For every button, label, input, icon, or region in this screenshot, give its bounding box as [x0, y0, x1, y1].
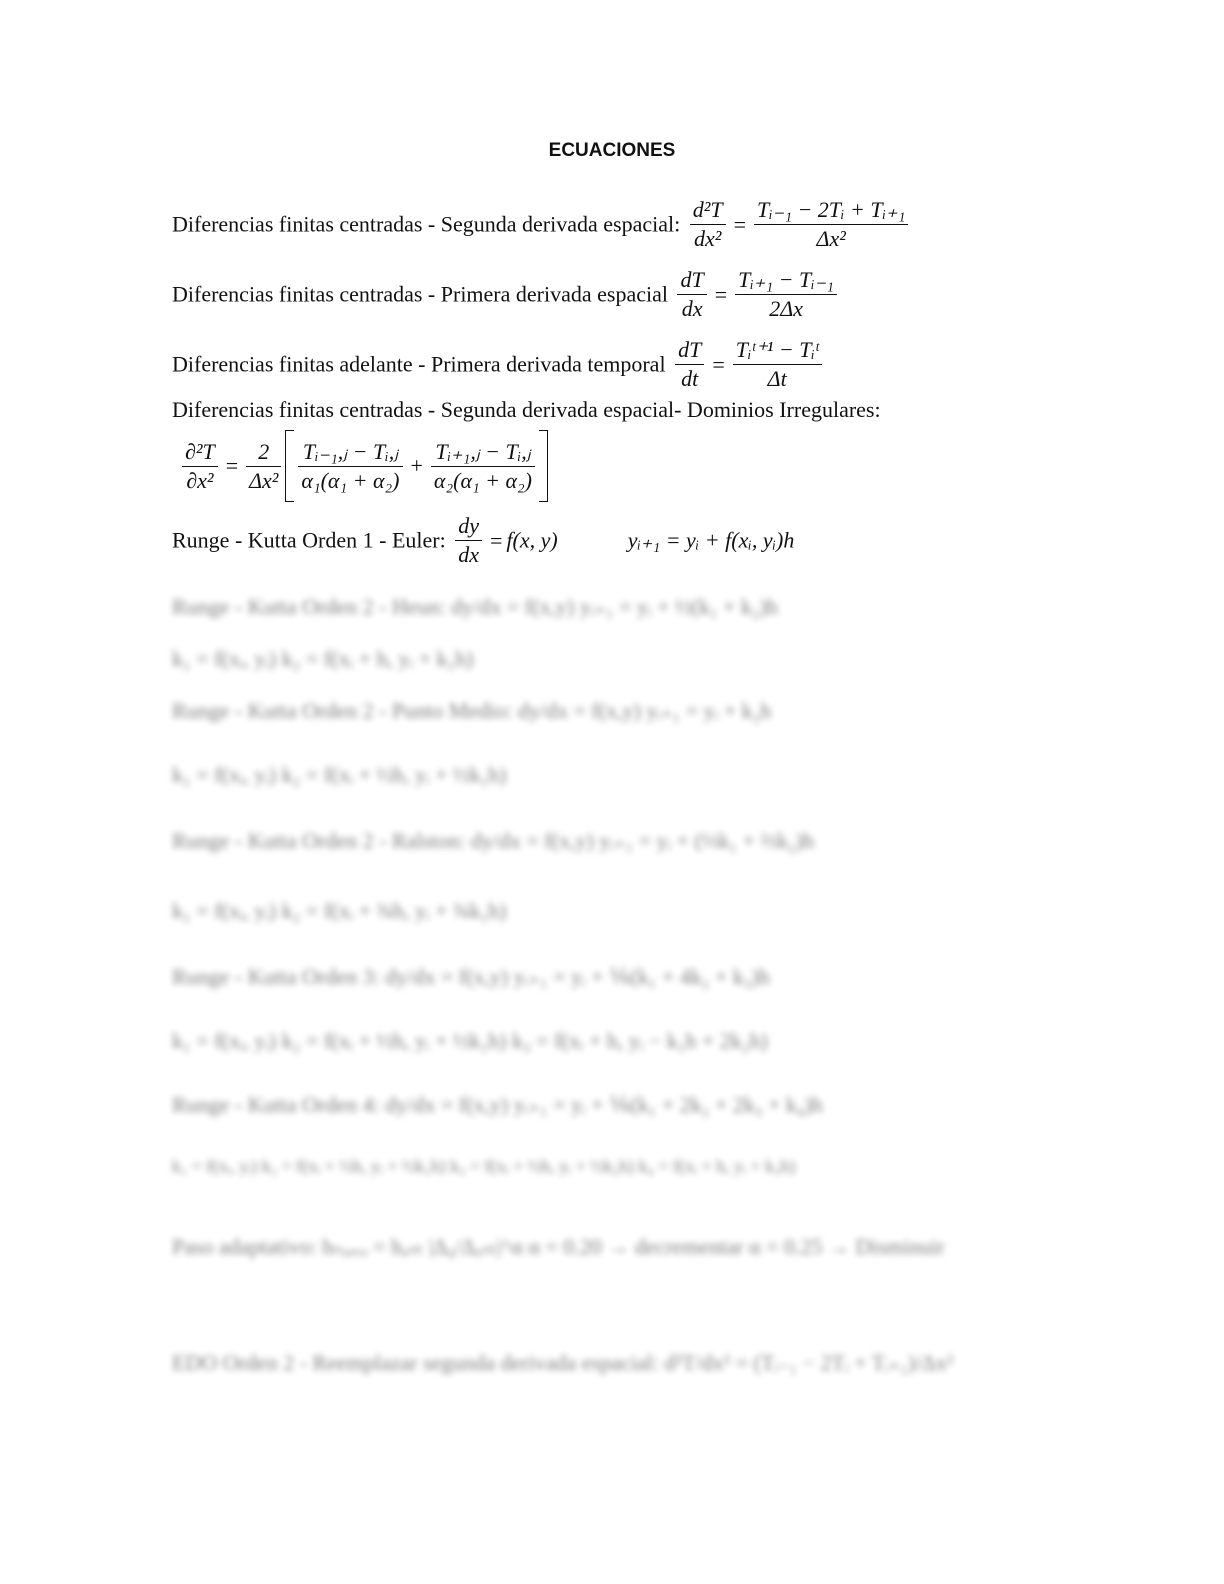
blurred-row: k₁ = f(xᵢ, yᵢ) k₂ = f(xᵢ + ¾h, yᵢ + ¾k₁h): [172, 898, 507, 923]
fraction-denominator: 2Δx: [769, 296, 803, 321]
lhs-fraction: [455, 512, 482, 569]
fraction-denominator: dx: [681, 296, 703, 321]
lhs-fraction: [690, 196, 726, 253]
equation-row-time-derivative: [172, 336, 826, 393]
fraction-numerator: Tᵢ₊₁ − Tᵢ₋₁: [735, 266, 837, 295]
fraction-denominator: Δx²: [249, 467, 279, 493]
equation-label: Diferencias finitas centradas - Primera derivada espacial: [172, 281, 668, 307]
fraction-denominator: dx: [458, 542, 479, 567]
blurred-row: k₁ = f(xᵢ, yᵢ) k₂ = f(xᵢ + h, yᵢ + k₁h): [172, 646, 474, 671]
fraction-denominator: Δt: [767, 366, 787, 391]
blurred-row: k₁ = f(xᵢ, yᵢ) k₂ = f(xᵢ + ½h, yᵢ + ½k₁h): [172, 762, 507, 787]
blurred-row: Paso adaptativo: hₙᵤₑᵥₒ = hₐₙₜ |Δ₀/Δₐₙₜ|^α α = 0.20 → decrementar α = 0.25 → Disminuir: [172, 1234, 945, 1259]
page-title: ECUACIONES: [548, 140, 676, 161]
fraction-numerator: dT: [677, 266, 706, 295]
equals-sign: =: [712, 351, 725, 377]
fraction-denominator: α₁(α₁ + α₂): [301, 467, 400, 493]
fraction-denominator: ∂x²: [186, 467, 214, 493]
blurred-row: Runge - Kutta Orden 4: dy/dx = f(x,y) yᵢ₊₁ = yᵢ + ⅙(k₁ + 2k₂ + 2k₃ + k₄)h: [172, 1092, 823, 1117]
equation-label: Runge - Kutta Orden 1 - Euler:: [172, 527, 446, 553]
blurred-row: EDO Orden 2 - Reemplazar segunda derivada espacial: d²T/dx² = (Tᵢ₋₁ − 2Tᵢ + Tᵢ₊₁)/Δx²: [172, 1350, 954, 1375]
fraction-denominator: α₂(α₁ + α₂): [433, 467, 533, 493]
rhs-fraction: [733, 336, 822, 393]
equals-sign: =: [714, 281, 728, 307]
plus-sign: +: [410, 453, 423, 478]
blurred-row: Runge - Kutta Orden 2 - Heun: dy/dx = f(x,y) yᵢ₊₁ = yᵢ + ½(k₁ + k₂)h: [172, 594, 778, 619]
fraction-numerator: dy: [455, 512, 482, 541]
rhs-expression: f(x, y): [506, 527, 558, 553]
fraction-numerator: Tᵢ₋₁,ⱼ − Tᵢ,ⱼ: [298, 438, 402, 467]
equation-label-irregular: Diferencias finitas centradas - Segunda derivada espacial- Dominios Irregulares:: [172, 397, 881, 422]
rhs-fraction: [754, 196, 908, 253]
equals-sign: =: [225, 453, 239, 478]
fraction-numerator: Tᵢ₋₁ − 2Tᵢ + Tᵢ₊₁: [754, 196, 908, 225]
equation-row-first-derivative: [172, 266, 841, 323]
term1-fraction: [298, 438, 402, 495]
euler-step-formula: yᵢ₊₁ = yᵢ + f(xᵢ, yᵢ)h: [627, 527, 795, 553]
fraction-numerator: 2: [246, 438, 281, 467]
lhs-fraction: [182, 438, 218, 495]
fraction-numerator: d²T: [690, 196, 726, 225]
lhs-fraction: [675, 336, 704, 393]
equation-row-euler: [172, 512, 794, 569]
lhs-fraction: [677, 266, 706, 323]
equation-label: Diferencias finitas centradas - Segunda derivada espacial:: [172, 211, 681, 237]
blurred-row: k₁ = f(xᵢ, yᵢ) k₂ = f(xᵢ + ½h, yᵢ + ½k₁h) k₃ = f(xᵢ + ½h, yᵢ + ½k₂h) k₄ = f(xᵢ + h, yᵢ + k₃h): [172, 1156, 796, 1176]
equals-sign: =: [733, 211, 746, 237]
rhs-fraction: [735, 266, 837, 323]
blurred-row: Runge - Kutta Orden 3: dy/dx = f(x,y) yᵢ₊₁ = yᵢ + ⅙(k₁ + 4k₂ + k₃)h: [172, 964, 770, 989]
coefficient-fraction: [246, 438, 281, 495]
blurred-row: Runge - Kutta Orden 2 - Ralston: dy/dx = f(x,y) yᵢ₊₁ = yᵢ + (⅓k₁ + ⅔k₂)h: [172, 828, 814, 853]
fraction-numerator: ∂²T: [182, 438, 218, 467]
fraction-denominator: Δx²: [816, 226, 846, 251]
blurred-row: k₁ = f(xᵢ, yᵢ) k₂ = f(xᵢ + ½h, yᵢ + ½k₁h) k₃ = f(xᵢ + h, yᵢ − k₁h + 2k₂h): [172, 1028, 768, 1053]
fraction-numerator: dT: [675, 336, 704, 365]
fraction-denominator: dt: [681, 366, 699, 391]
fraction-numerator: Tᵢ₊₁,ⱼ − Tᵢ,ⱼ: [431, 438, 535, 467]
equation-row-second-derivative: [172, 196, 912, 253]
equation-label: Diferencias finitas adelante - Primera derivada temporal: [172, 351, 666, 377]
term2-fraction: [431, 438, 535, 495]
right-bracket: [539, 430, 548, 502]
equation-row-irregular-domains: [178, 430, 548, 502]
fraction-denominator: dx²: [693, 226, 722, 251]
blurred-row: Runge - Kutta Orden 2 - Punto Medio: dy/dx = f(x,y) yᵢ₊₁ = yᵢ + k₂h: [172, 698, 772, 723]
fraction-numerator: Tᵢᵗ⁺¹ − Tᵢᵗ: [733, 336, 822, 365]
left-bracket: [285, 430, 294, 502]
equals-sign: =: [489, 527, 503, 553]
